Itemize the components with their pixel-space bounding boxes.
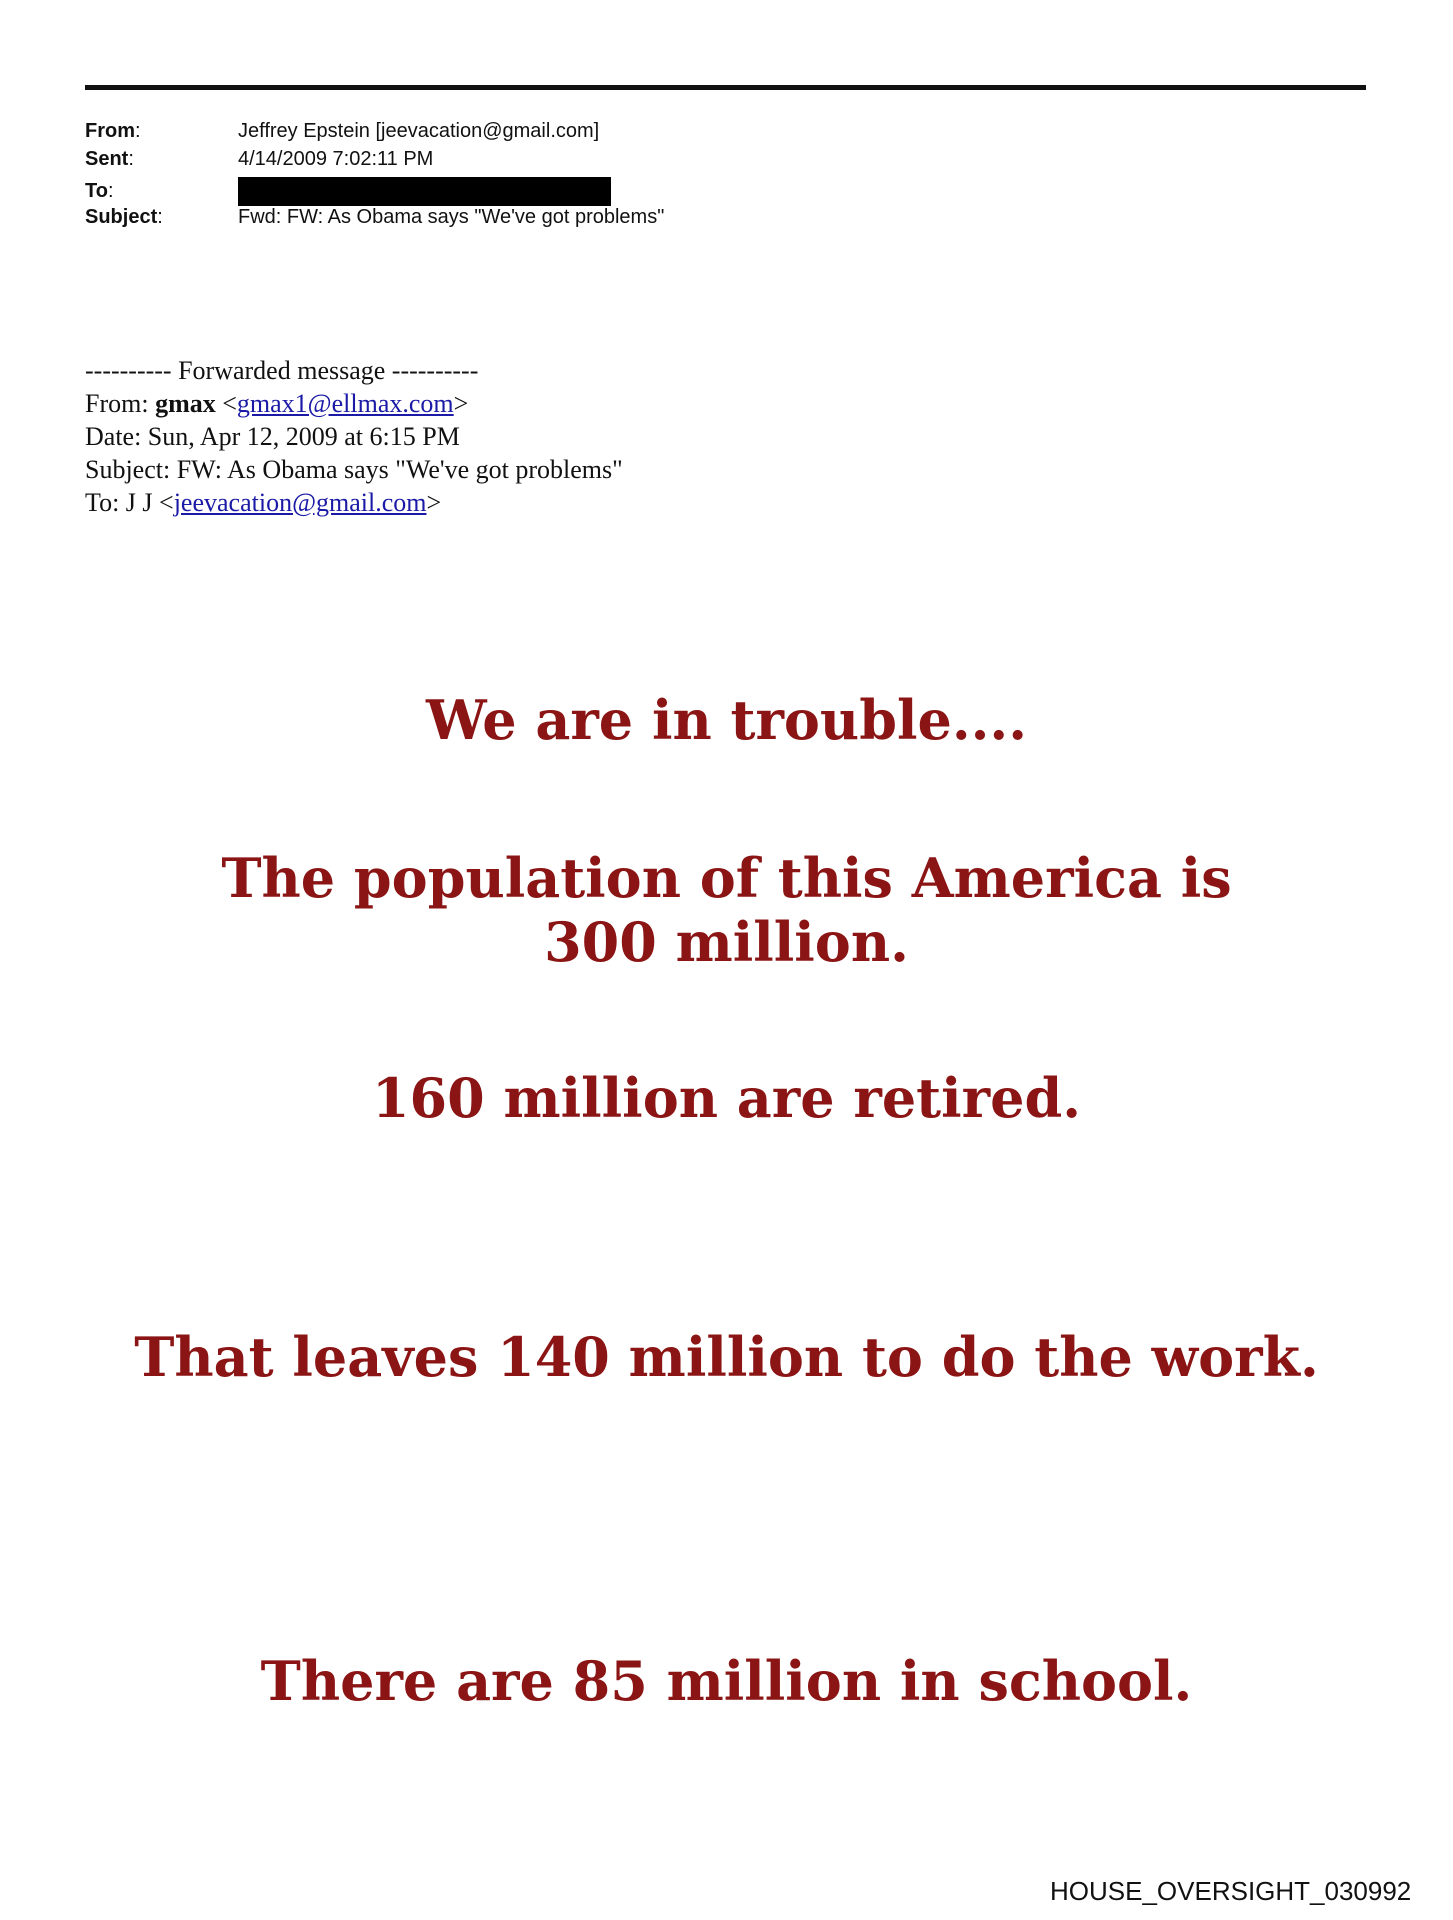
body-line-5: There are 85 million in school.: [260, 1649, 1193, 1713]
forwarded-from-email-link[interactable]: gmax1@ellmax.com: [236, 389, 454, 418]
header-sent-row: Sent: 4/14/2009 7:02:11 PM: [85, 148, 434, 170]
forwarded-date: Date: Sun, Apr 12, 2009 at 6:15 PM: [85, 422, 460, 451]
forwarded-separator: ---------- Forwarded message ----------: [85, 356, 479, 385]
subject-label: Subject: [85, 206, 158, 228]
redaction-bar: [238, 177, 611, 206]
body-line-4: That leaves 140 million to do the work.: [134, 1325, 1319, 1389]
forwarded-from-name: gmax: [155, 389, 216, 418]
body-line-2: The population of this America is 300 million.: [221, 846, 1232, 974]
sent-value: 4/14/2009 7:02:11 PM: [238, 148, 434, 170]
header-to-row: To:: [85, 177, 611, 206]
forwarded-to-email-link[interactable]: jeevacation@gmail.com: [173, 488, 427, 517]
forwarded-to: To: J J <jeevacation@gmail.com>: [85, 488, 442, 517]
body-line-1: We are in trouble....: [425, 688, 1028, 752]
to-label: To: [85, 179, 108, 202]
forwarded-from: From: gmax <gmax1@ellmax.com>: [85, 389, 469, 418]
from-value: Jeffrey Epstein [jeevacation@gmail.com]: [238, 120, 600, 142]
forwarded-subject: Subject: FW: As Obama says "We've got problems": [85, 455, 623, 484]
header-from-row: From: Jeffrey Epstein [jeevacation@gmail.com]: [85, 120, 600, 142]
sent-label: Sent: [85, 148, 129, 170]
header-subject-row: Subject: Fwd: FW: As Obama says "We've got problems": [85, 206, 665, 228]
subject-value: Fwd: FW: As Obama says "We've got problems": [238, 206, 665, 228]
from-label: From: [85, 120, 135, 142]
bates-number: HOUSE_OVERSIGHT_030992: [1050, 1876, 1412, 1906]
header-rule: [85, 85, 1366, 90]
body-line-3: 160 million are retired.: [371, 1066, 1081, 1130]
